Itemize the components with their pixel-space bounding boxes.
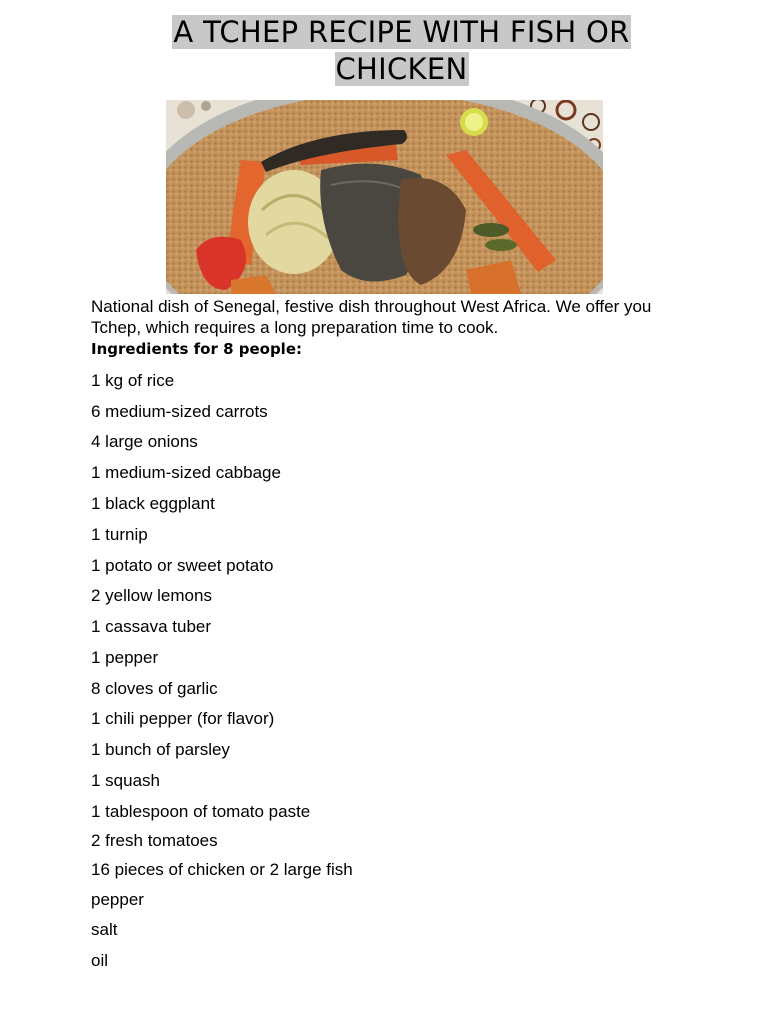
- ingredient-item: 1 tablespoon of tomato paste: [91, 802, 311, 821]
- ingredient-item: 4 large onions: [91, 432, 198, 451]
- ingredient-item: 1 black eggplant: [91, 494, 215, 513]
- tchep-dish-photo: [166, 100, 603, 294]
- ingredient-item: 1 pepper: [91, 648, 159, 667]
- ingredient-item: salt: [91, 920, 118, 939]
- ingredient-item: 2 fresh tomatoes: [91, 831, 218, 850]
- ingredient-item: 1 cassava tuber: [91, 617, 212, 636]
- ingredient-item: 2 yellow lemons: [91, 586, 212, 605]
- ingredient-item: oil: [91, 951, 109, 970]
- ingredient-item: pepper: [91, 890, 144, 909]
- ingredient-item: 1 kg of rice: [91, 371, 175, 390]
- ingredient-item: 1 chili pepper (for flavor): [91, 709, 275, 728]
- ingredients-heading: Ingredients for 8 people:: [91, 340, 302, 358]
- ingredient-item: 1 bunch of parsley: [91, 740, 230, 759]
- page-title: [120, 14, 683, 88]
- ingredient-item: 1 turnip: [91, 525, 148, 544]
- ingredient-item: 1 squash: [91, 771, 160, 790]
- tchep-dish-illustration: [166, 100, 603, 294]
- page-title-text: A TCHEP RECIPE WITH FISH OR CHICKEN: [173, 15, 630, 86]
- ingredient-item: 8 cloves of garlic: [91, 679, 218, 698]
- ingredient-item: 1 potato or sweet potato: [91, 556, 274, 575]
- intro-paragraph: National dish of Senegal, festive dish throughout West Africa. We offer you Tchep, which requires a long preparation time to cook.: [91, 297, 652, 337]
- ingredient-item: 16 pieces of chicken or 2 large fish: [91, 860, 353, 879]
- ingredient-item: 1 medium-sized cabbage: [91, 463, 281, 482]
- ingredient-item: 6 medium-sized carrots: [91, 402, 268, 421]
